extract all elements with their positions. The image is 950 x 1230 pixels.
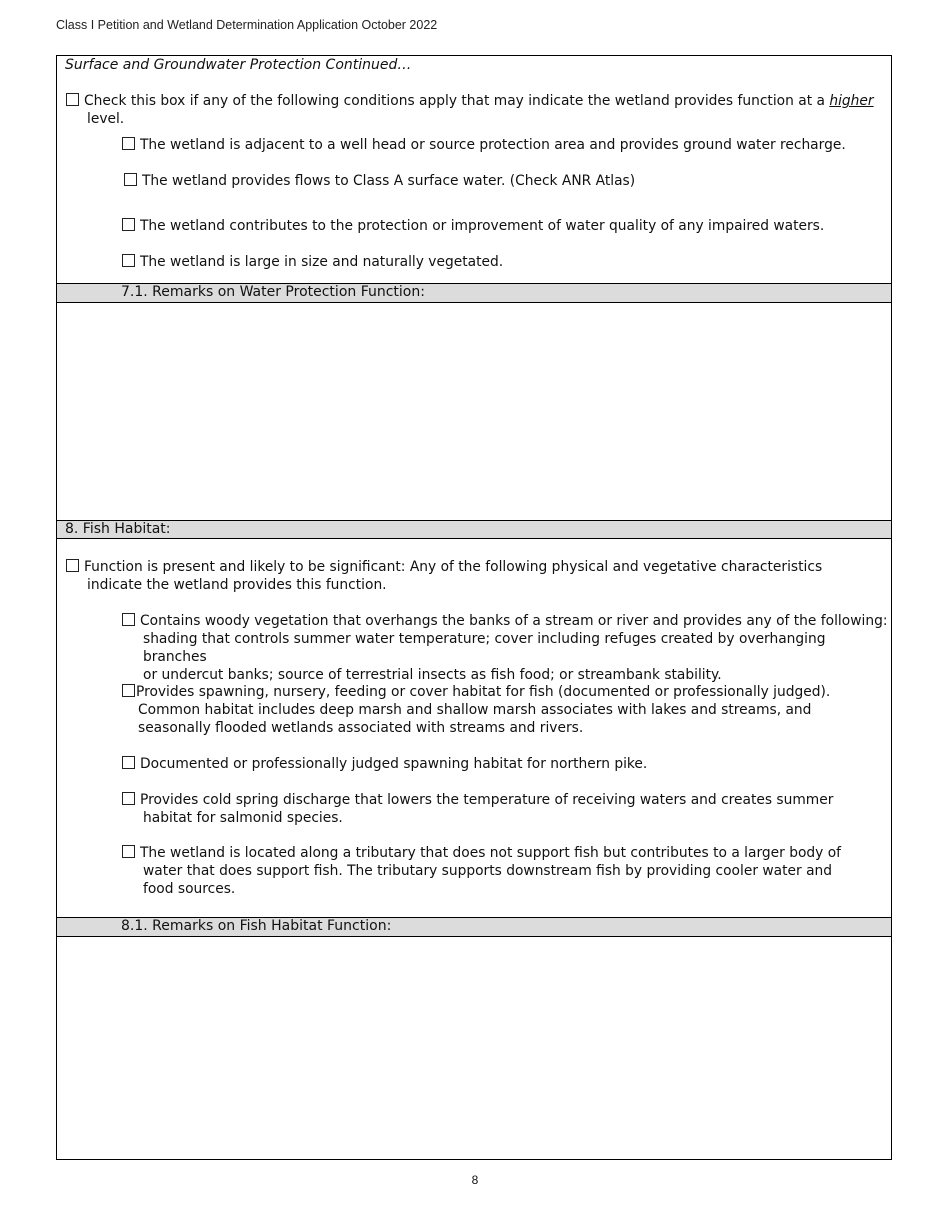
- water-main-check: Check this box if any of the following conditions apply that may indicate the wetland provides function at a higher level.: [66, 92, 881, 128]
- fish-heading: 8. Fish Habitat:: [65, 521, 171, 537]
- condition-checkbox[interactable]: [122, 254, 135, 267]
- fish-item-checkbox[interactable]: [122, 845, 135, 858]
- fish-item-2: Provides spawning, nursery, feeding or cover habitat for fish (documented or professionally judged). Common habitat includes deep marsh and shallow marsh associates with lakes and streams, and seasonally flooded wetlands associated with streams and rivers.: [122, 683, 892, 737]
- fish-item-1: Contains woody vegetation that overhangs the banks of a stream or river and provides any of the following: shading that controls summer water temperature; cover including refuges created by overhanging branches or undercut banks; source of terrestrial insects as fish food; or streambank stability.: [122, 612, 892, 684]
- condition-checkbox[interactable]: [124, 173, 137, 186]
- water-condition-3: The wetland contributes to the protection or improvement of water quality of any impaired waters.: [122, 217, 824, 235]
- condition-checkbox[interactable]: [122, 137, 135, 150]
- water-remarks-area[interactable]: [57, 303, 891, 520]
- fish-main-checkbox[interactable]: [66, 559, 79, 572]
- condition-checkbox[interactable]: [122, 218, 135, 231]
- fish-item-checkbox[interactable]: [122, 684, 135, 697]
- water-remarks-label: 7.1. Remarks on Water Protection Function:: [121, 284, 425, 300]
- fish-item-4: Provides cold spring discharge that lowers the temperature of receiving waters and creates summer habitat for salmonid species.: [122, 791, 892, 827]
- fish-remarks-label: 8.1. Remarks on Fish Habitat Function:: [121, 918, 392, 934]
- water-condition-2: The wetland provides flows to Class A surface water. (Check ANR Atlas): [124, 172, 635, 190]
- section-heading: Surface and Groundwater Protection Continued…: [65, 57, 412, 73]
- water-main-checkbox[interactable]: [66, 93, 79, 106]
- fish-item-checkbox[interactable]: [122, 613, 135, 626]
- water-condition-1: The wetland is adjacent to a well head or source protection area and provides ground water recharge.: [122, 136, 846, 154]
- water-condition-4: The wetland is large in size and naturally vegetated.: [122, 253, 503, 271]
- fish-remarks-band: [57, 917, 891, 937]
- fish-item-checkbox[interactable]: [122, 756, 135, 769]
- fish-remarks-area[interactable]: [57, 937, 891, 1159]
- fish-item-checkbox[interactable]: [122, 792, 135, 805]
- fish-heading-band: [57, 520, 891, 539]
- document-header: Class I Petition and Wetland Determination Application October 2022: [56, 18, 438, 32]
- fish-item-5: The wetland is located along a tributary that does not support fish but contributes to a larger body of water that does support fish. The tributary supports downstream fish by providing cooler water and food sources.: [122, 844, 892, 898]
- fish-item-3: Documented or professionally judged spawning habitat for northern pike.: [122, 755, 647, 773]
- page-number: 8: [471, 1173, 479, 1187]
- fish-main-check: Function is present and likely to be significant: Any of the following physical and vegetative characteristics indicate the wetland provides this function.: [66, 558, 881, 594]
- form-table: [56, 55, 892, 1160]
- water-remarks-band: [57, 283, 891, 303]
